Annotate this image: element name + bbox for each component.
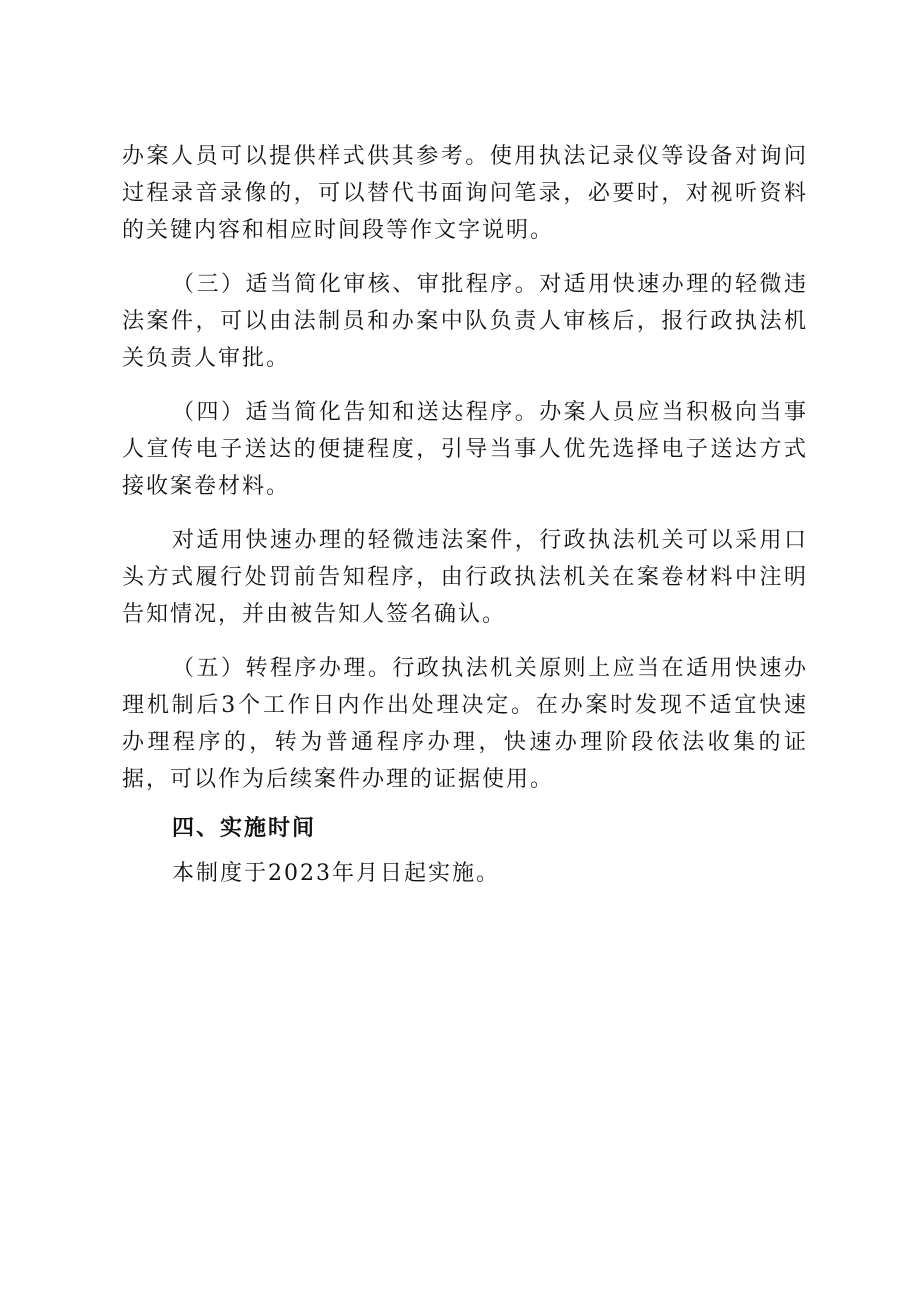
document-body	[122, 138, 808, 892]
paragraph-continuation: 办案人员可以提供样式供其参考。使用执法记录仪等设备对询问过程录音录像的，可以替代书面询问笔录，必要时，对视听资料的关键内容和相应时间段等作文字说明。	[122, 144, 808, 243]
paragraph-notice-delivery: （四）适当简化告知和送达程序。办案人员应当积极向当事人宣传电子送达的便捷程度，引导当事人优先选择电子送达方式接收案卷材料。	[122, 400, 808, 499]
paragraph-oral-notice: 对适用快速办理的轻微违法案件，行政执法机关可以采用口头方式履行处罚前告知程序，由行政执法机关在案卷材料中注明告知情况，并由被告知人签名确认。	[122, 528, 808, 627]
paragraph-procedure-transfer: （五）转程序办理。行政执法机关原则上应当在适用快速办理机制后3个工作日内作出处理决定。在办案时发现不适宜快速办理程序的，转为普通程序办理，快速办理阶段依法收集的证据，可以作为后续案件办理的证据使用。	[122, 656, 808, 792]
paragraph-effective-date: 本制度于2023年月日起实施。	[172, 861, 500, 886]
section-heading-implementation: 四、实施时间	[172, 816, 317, 841]
paragraph-review-approval: （三）适当简化审核、审批程序。对适用快速办理的轻微违法案件，可以由法制员和办案中队负责人审核后，报行政执法机关负责人审批。	[122, 272, 808, 371]
